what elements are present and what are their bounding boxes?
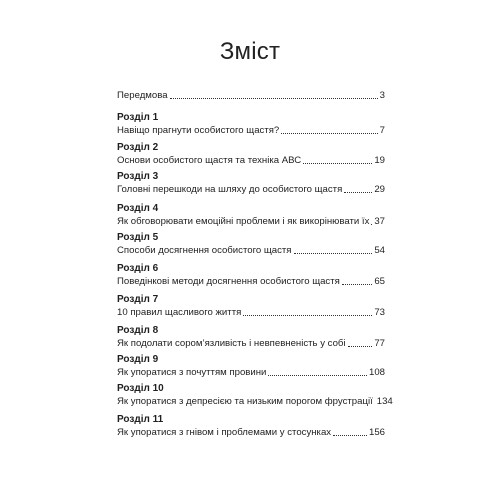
toc-line — [117, 90, 385, 102]
chapter-label: Розділ 8 — [117, 325, 159, 336]
page-number: 156 — [368, 427, 385, 438]
page-number: 65 — [374, 276, 385, 287]
page-number: 134 — [376, 396, 393, 407]
toc-line — [117, 184, 385, 196]
chapter-label: Розділ 5 — [117, 232, 159, 243]
page-number: 37 — [374, 216, 385, 227]
dot-leader — [294, 253, 373, 254]
page-number: 73 — [374, 307, 385, 318]
toc-line — [117, 367, 385, 379]
entry-title: Як упоратися з почуттям провини — [117, 367, 267, 378]
entry-title: Поведінкові методи досягнення особистого щастя — [117, 276, 340, 287]
toc-line — [117, 125, 385, 137]
dot-leader — [281, 133, 377, 134]
toc-line — [117, 396, 393, 408]
toc-line — [117, 245, 385, 257]
toc-line — [117, 155, 385, 167]
page-number: 108 — [368, 367, 385, 378]
page-number: 29 — [374, 184, 385, 195]
page-number: 19 — [374, 155, 385, 166]
chapter-label: Розділ 6 — [117, 263, 159, 274]
chapter-label: Розділ 9 — [117, 354, 159, 365]
dot-leader — [170, 98, 378, 99]
page-number: 3 — [379, 90, 385, 101]
chapter-label: Розділ 7 — [117, 294, 159, 305]
entry-title: Як упоратися з гнівом і проблемами у стосунках — [117, 427, 332, 438]
chapter-label: Розділ 11 — [117, 414, 164, 425]
chapter-label: Розділ 1 — [117, 112, 159, 123]
entry-title: Способи досягнення особистого щастя — [117, 245, 292, 256]
toc-line — [117, 307, 385, 319]
chapter-label: Розділ 10 — [117, 383, 164, 394]
toc-line — [117, 427, 385, 439]
entry-title: Як обговорювати емоційні проблеми і як викорінювати їх — [117, 216, 370, 227]
toc-line — [117, 216, 385, 228]
page-number: 7 — [379, 125, 385, 136]
chapter-label: Розділ 4 — [117, 203, 159, 214]
entry-title: Як подолати сором’язливість і невпевненість у собі — [117, 338, 346, 349]
entry-title: 10 правил щасливого життя — [117, 307, 242, 318]
chapter-label: Розділ 3 — [117, 171, 159, 182]
dot-leader — [342, 284, 373, 285]
entry-title: Навіщо прагнути особистого щастя? — [117, 125, 280, 136]
entry-title: Головні перешкоди на шляху до особистого щастя — [117, 184, 343, 195]
page-title: Зміст — [219, 38, 281, 65]
dot-leader — [348, 346, 373, 347]
dot-leader — [243, 315, 372, 316]
entry-title: Основи особистого щастя та техніка АВС — [117, 155, 302, 166]
dot-leader — [344, 192, 372, 193]
dot-leader — [303, 163, 372, 164]
entry-title: Передмова — [117, 90, 168, 101]
chapter-label: Розділ 2 — [117, 142, 159, 153]
dot-leader — [371, 224, 372, 225]
dot-leader — [333, 435, 367, 436]
dot-leader — [268, 375, 367, 376]
page-number: 77 — [374, 338, 385, 349]
toc-line — [117, 276, 385, 288]
page-number: 54 — [374, 245, 385, 256]
toc-line — [117, 338, 385, 350]
entry-title: Як упоратися з депресією та низьким порогом фрустрації — [117, 396, 373, 407]
